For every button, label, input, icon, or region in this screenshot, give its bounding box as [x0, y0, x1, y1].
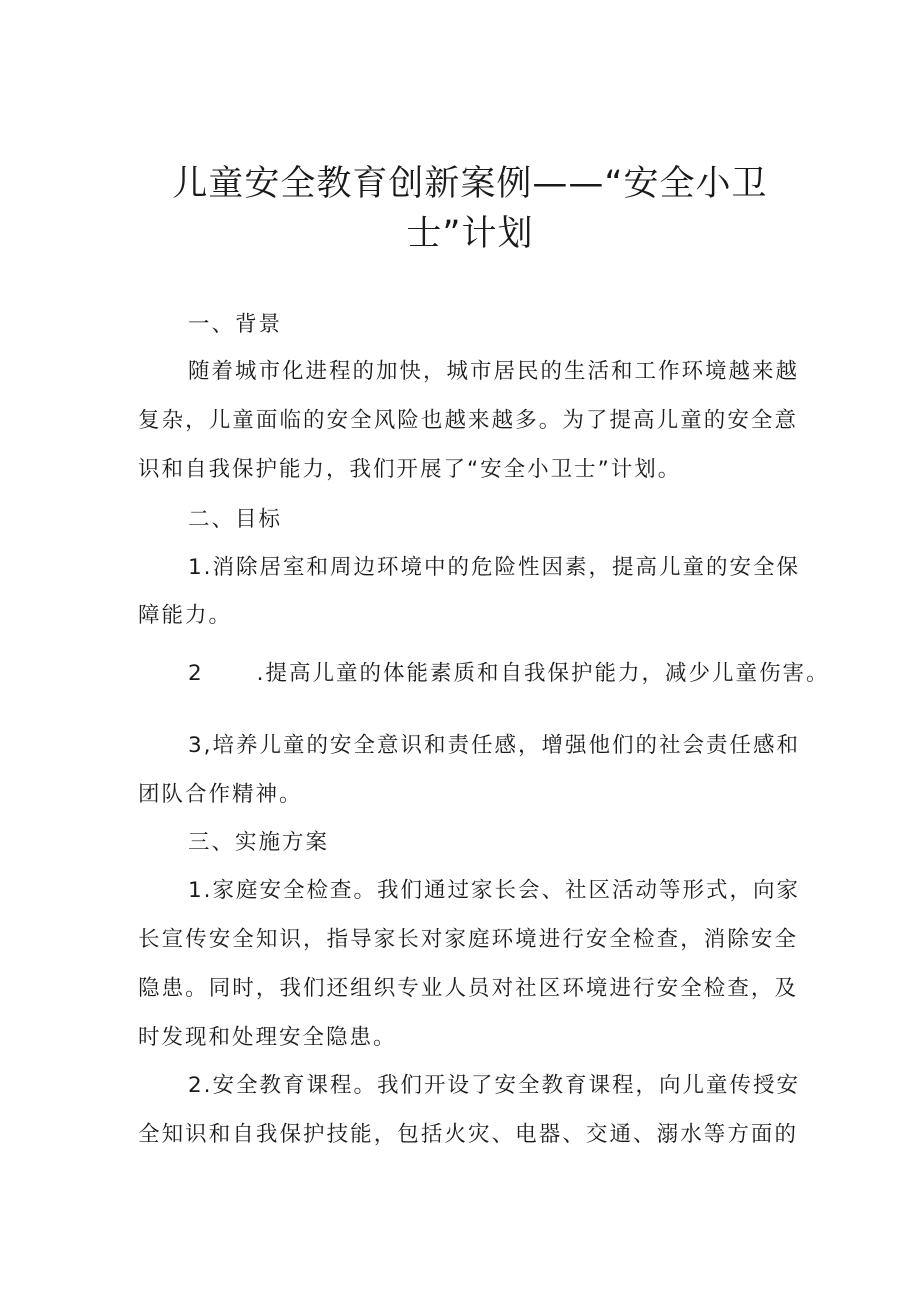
section-heading-goals: 二、目标	[188, 507, 283, 532]
list-item-line: 1.家庭安全检查。我们通过家长会、社区活动等形式，向家	[188, 878, 801, 903]
paragraph-line: 时发现和处理安全隐患。	[138, 1025, 397, 1050]
list-item-line: 3,培养儿童的安全意识和责任感，增强他们的社会责任感和	[188, 733, 801, 758]
paragraph-line: 随着城市化进程的加快，城市居民的生活和工作环境越来越	[188, 359, 800, 384]
paragraph-line: 全知识和自我保护技能，包括火灾、电器、交通、溺水等方面的	[138, 1122, 798, 1147]
paragraph-line: 复杂，儿童面临的安全风险也越来越多。为了提高儿童的安全意	[138, 408, 798, 433]
list-item-line: 2 .提高儿童的体能素质和自我保护能力，减少儿童伤害。	[188, 661, 830, 686]
paragraph-line: 识和自我保护能力，我们开展了“安全小卫士”计划。	[138, 457, 682, 482]
section-heading-background: 一、背景	[188, 312, 283, 337]
paragraph-line: 长宣传安全知识，指导家长对家庭环境进行安全检查，消除安全	[138, 927, 798, 952]
list-item-line: 障能力。	[138, 603, 233, 628]
document-title-line-2: 士”计划	[406, 214, 534, 254]
list-item-line: 2.安全教育课程。我们开设了安全教育课程，向儿童传授安	[188, 1073, 801, 1098]
document-title-line-1: 儿童安全教育创新案例——“安全小卫	[172, 164, 768, 204]
list-item-line: 1.消除居室和周边环境中的危险性因素，提高儿童的安全保	[188, 555, 801, 580]
paragraph-line: 隐患。同时，我们还组织专业人员对社区环境进行安全检查，及	[138, 976, 798, 1001]
section-heading-plan: 三、实施方案	[188, 830, 330, 855]
list-item-line: 团队合作精神。	[138, 782, 303, 807]
